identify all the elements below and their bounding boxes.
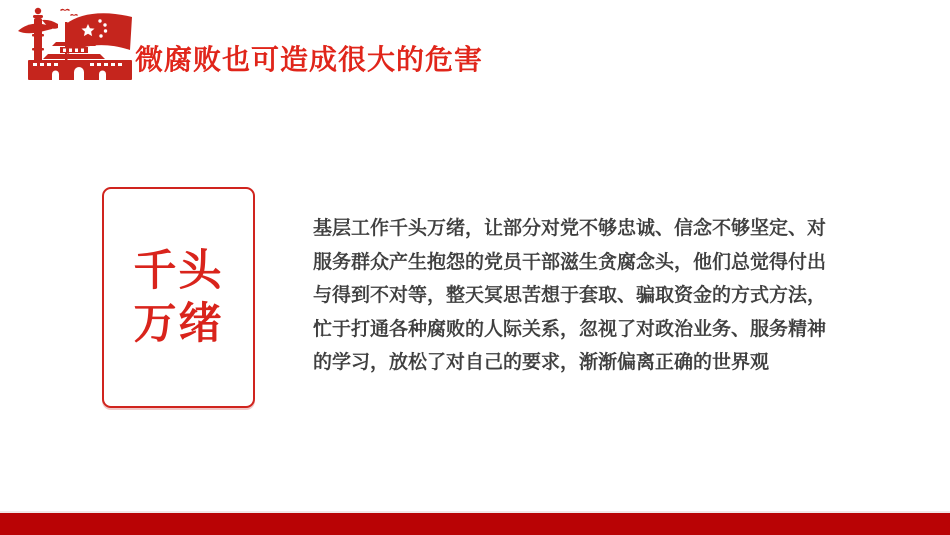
keyword-line-2: 万绪 (133, 298, 224, 349)
paragraph-line-1: 基层工作千头万绪，让部分对党不够忠诚、信念不够坚定、对 (313, 217, 827, 239)
page-title: 微腐败也可造成很大的危害 (135, 43, 484, 76)
paragraph-line-3: 与得到不对等，整天冥思苦想于套取、骗取资金的方式方法， (313, 284, 827, 306)
keyword-line-1: 千头 (133, 245, 224, 296)
footer-bar (0, 513, 950, 535)
paragraph-line-5: 的学习，放松了对自己的要求，渐渐偏离正确的世界观 (313, 351, 770, 373)
tiananmen-flag-icon (12, 4, 134, 86)
keyword-box (102, 187, 255, 408)
paragraph-line-2: 服务群众产生抱怨的党员干部滋生贪腐念头，他们总觉得付出 (313, 250, 827, 273)
body-paragraph (313, 212, 825, 380)
paragraph-line-4: 忙于打通各种腐败的人际关系，忽视了对政治业务、服务精神 (313, 317, 827, 340)
header (0, 0, 950, 90)
